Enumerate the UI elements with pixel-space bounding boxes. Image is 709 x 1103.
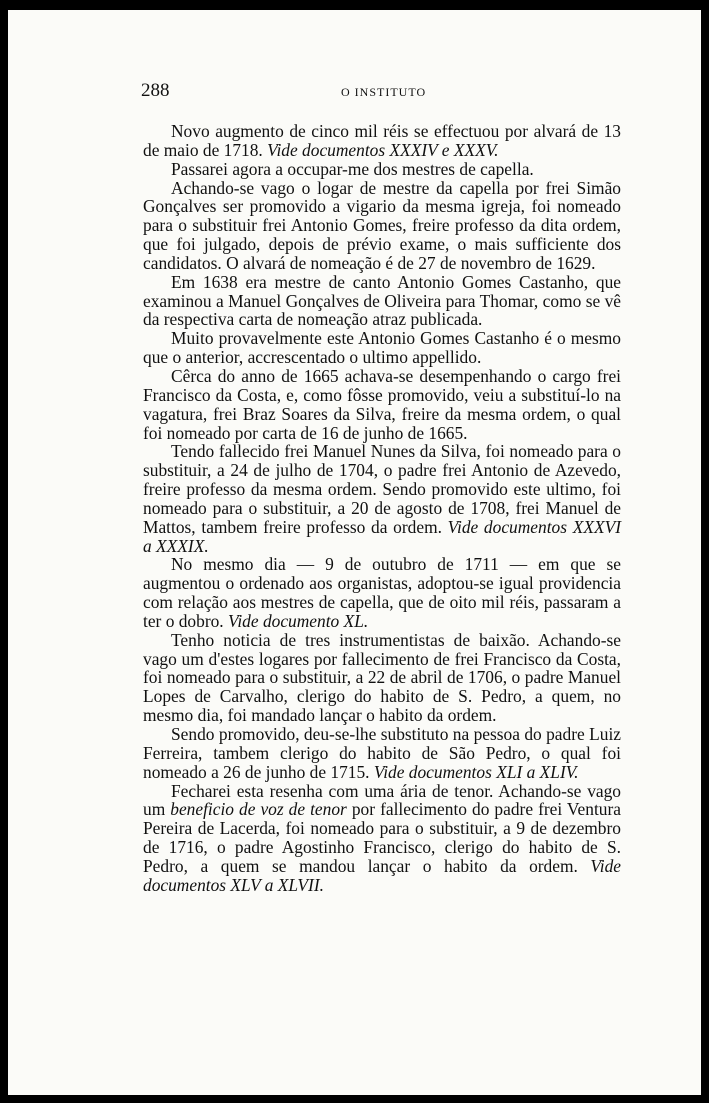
running-title: O INSTITUTO (341, 85, 427, 99)
paragraph: No mesmo dia — 9 de outubro de 1711 — em que se augmentou o ordenado aos organistas, adoptou-se igual providencia com relação aos mestres de capella, que de oito mil réis, passaram a ter o dobro. Vide documento XL. (143, 554, 621, 631)
paragraph: Tendo fallecido frei Manuel Nunes da Silva, foi nomeado para o substituir, a 24 de julho de 1704, o padre frei Antonio de Azevedo, freire professo da mesma ordem. Sendo promovido este ultimo, foi nomeado para o substituir, a 20 de agosto de 1708, frei Manuel de Mattos, tambem freire professo da ordem. Vide documentos XXXVI a XXXIX. (143, 441, 621, 556)
paragraph: Em 1638 era mestre de canto Antonio Gomes Castanho, que examinou a Manuel Gonçalves de Oliveira para Thomar, como se vê da respectiva carta de nomeação atraz publicada. (143, 271, 621, 330)
paragraph: Passarei agora a occupar-me dos mestres de capella. (171, 158, 534, 179)
page-number: 288 (141, 80, 170, 101)
page-header (141, 80, 621, 104)
paragraph: Muito provavelmente este Antonio Gomes Castanho é o mesmo que o anterior, accrescentado o ultimo appellido. (143, 328, 621, 368)
paragraph: Novo augmento de cinco mil réis se effectuou por alvará de 13 de maio de 1718. Vide documentos XXXIV e XXXV. (143, 121, 621, 160)
paragraph: Cêrca do anno de 1665 achava-se desempenhando o cargo frei Francisco da Costa, e, como fôsse promovido, veiu a substituí-lo na vagatura, frei Braz Soares da Silva, freire da mesma ordem, o qual foi nomeado por carta de 16 de junho de 1665. (143, 365, 621, 443)
body-text (143, 122, 621, 895)
paragraph: Achando-se vago o logar de mestre da capella por frei Simão Gonçalves ser promovido a vigario da mesma igreja, foi nomeado para o substituir frei Antonio Gomes, freire professo da dita ordem, que foi julgado, depois de prévio exame, o mais sufficiente dos candidatos. O alvará de nomeação é de 27 de novembro de 1629. (143, 177, 621, 273)
paragraph: Fecharei esta resenha com uma ária de tenor. Achando-se vago um beneficio de voz de tenor por fallecimento do padre frei Ventura Pereira de Lacerda, foi nomeado para o substituir, a 9 de dezembro de 1716, o padre Agostinho Francisco, clerigo do habito de S. Pedro, a quem se mandou lançar o habito da ordem. Vide documentos XLV a XLVII. (143, 780, 621, 895)
paragraph: Tenho noticia de tres instrumentistas de baixão. Achando-se vago um d'estes logares por fallecimento de frei Francisco da Costa, foi nomeado para o substituir, a 22 de abril de 1706, o padre Manuel Lopes de Carvalho, clerigo do habito de S. Pedro, a quem, no mesmo dia, foi mandado lançar o habito da ordem. (143, 629, 621, 726)
book-page (8, 10, 701, 1095)
paragraph: Sendo promovido, deu-se-lhe substituto na pessoa do padre Luiz Ferreira, tambem clerigo do habito de São Pedro, o qual foi nomeado a 26 de junho de 1715. Vide documentos XLI a XLIV. (143, 724, 621, 782)
